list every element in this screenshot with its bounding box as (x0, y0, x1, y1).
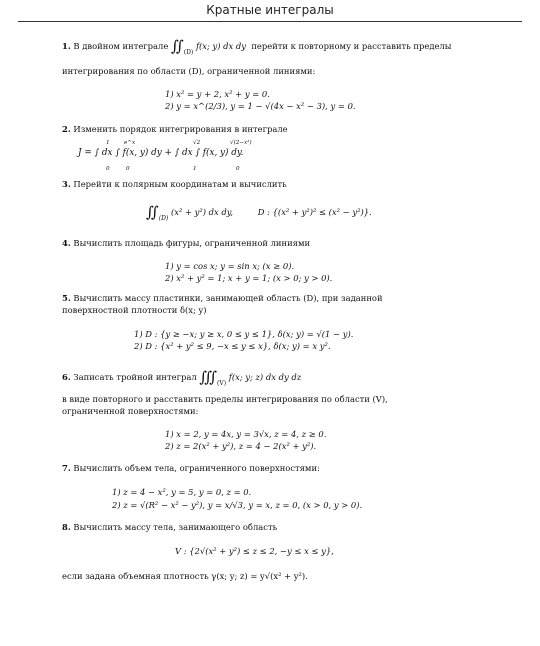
limit-lower: 1 (193, 166, 197, 172)
problem-6-line3: ограниченной поверхностями: (62, 406, 199, 416)
problem-number: 5. (62, 293, 71, 303)
problem-5-statement (62, 292, 482, 304)
integral-domain: (D) (183, 49, 194, 56)
problem-text: Вычислить массу пластинки, занимающей область (D), при заданной (73, 293, 383, 303)
problem-2-statement (62, 123, 482, 135)
problem-1-line2: интегрирования по области (D), ограниченной линиями: (62, 66, 316, 76)
problem-text: В двойном интеграле (73, 41, 169, 51)
problem-text: Вычислить объем тела, ограниченного поверхностями: (73, 463, 320, 473)
problem-4-item-2: 2) x² + y² = 1; x + y = 1; (x > 0; y > 0). (165, 273, 333, 283)
limit-upper: 1 (106, 140, 110, 146)
problem-text: Вычислить массу тела, занимающего область (73, 522, 278, 532)
problem-7-item-2: 2) z = √(R² − x² − y²), y = x/√3, y = x, z = 0, (x > 0, y > 0). (112, 500, 363, 510)
integral-domain: (D) (158, 215, 169, 222)
problem-8-density: если задана объемная плотность γ(x; y; z) = y√(x² + y²). (62, 571, 308, 581)
problem-1-item-1: 1) x² = y + 2, x² + y = 0. (165, 89, 270, 99)
problem-2-formula: J = ∫ dx ∫ f(x, y) dy + ∫ dx ∫ f(x, y) dy. (78, 148, 244, 158)
triple-integral-symbol: ∭ (199, 368, 218, 386)
problem-6-item-2: 2) z = 2(x² + y²), z = 4 − 2(x² + y²). (165, 441, 317, 451)
problem-text: Перейти к полярным координатам и вычислить (73, 179, 287, 189)
limit-lower: 0 (106, 166, 110, 172)
problem-6-line2: в виде повторного и расставить пределы интегрирования по области (V), (62, 394, 388, 404)
limit-upper: e^x (124, 140, 136, 146)
problem-5-line2: поверхностной плотности δ(x; y) (62, 305, 207, 315)
problem-8-formula: V : {2√(x² + y²) ≤ z ≤ 2, −y ≤ x ≤ y}, (175, 546, 334, 556)
limit-upper: √(2−x²) (230, 140, 252, 146)
problem-number: 1. (62, 41, 71, 51)
problem-7-statement (62, 462, 482, 474)
limit-upper: √2 (193, 140, 201, 146)
problem-4-statement (62, 237, 482, 249)
limit-lower: 0 (236, 166, 240, 172)
problem-number: 8. (62, 522, 71, 532)
problem-4-item-1: 1) y = cos x; y = sin x; (x ≥ 0). (165, 261, 295, 271)
page-title: Кратные интегралы (206, 3, 334, 17)
problem-number: 7. (62, 463, 71, 473)
problem-text: Изменить порядок интегрирования в интеграле (73, 124, 288, 134)
problem-number: 2. (62, 124, 71, 134)
integrand: f(x; y) dx dy (195, 41, 247, 51)
limit-lower: 0 (126, 166, 130, 172)
problem-text: Записать тройной интеграл (73, 372, 197, 382)
double-integral-symbol: ∬ (170, 37, 184, 55)
problem-text-cont: перейти к повторному и расставить пределы (251, 41, 452, 51)
problem-7-item-1: 1) z = 4 − x², y = 5, y = 0, z = 0. (112, 487, 252, 497)
integral-domain: (V) (217, 380, 227, 387)
problem-text: Вычислить площадь фигуры, ограниченной линиями (73, 238, 311, 248)
integrand: f(x; y; z) dx dy dz (228, 372, 302, 382)
page-header (0, 0, 540, 22)
problem-number: 6. (62, 372, 71, 382)
problem-3-formula (146, 204, 540, 225)
problem-5-item-1: 1) D : {y ≥ −x; y ≥ x, 0 ≤ y ≤ 1}, δ(x; y) = √(1 − y). (134, 329, 354, 339)
problem-6-item-1: 1) x = 2, y = 4x, y = 3√x, z = 4, z ≥ 0. (165, 429, 327, 439)
problem-8-statement (62, 521, 482, 533)
problem-number: 4. (62, 238, 71, 248)
problem-3-statement (62, 178, 482, 190)
header-divider (18, 21, 522, 22)
integrand: (x² + y²) dx dy, (170, 207, 234, 217)
problem-number: 3. (62, 179, 71, 189)
problem-1-item-2: 2) y = x^(2/3), y = 1 − √(4x − x² − 3), y = 0. (165, 101, 356, 111)
problem-1-statement (62, 38, 482, 59)
problem-6-statement (62, 369, 482, 390)
double-integral-symbol: ∬ (146, 203, 159, 221)
domain-definition: D : {(x² + y²)² ≤ (x² − y²)}. (257, 207, 372, 217)
problem-5-item-2: 2) D : {x² + y² ≤ 9, −x ≤ y ≤ x}, δ(x; y) = x y². (134, 341, 331, 351)
